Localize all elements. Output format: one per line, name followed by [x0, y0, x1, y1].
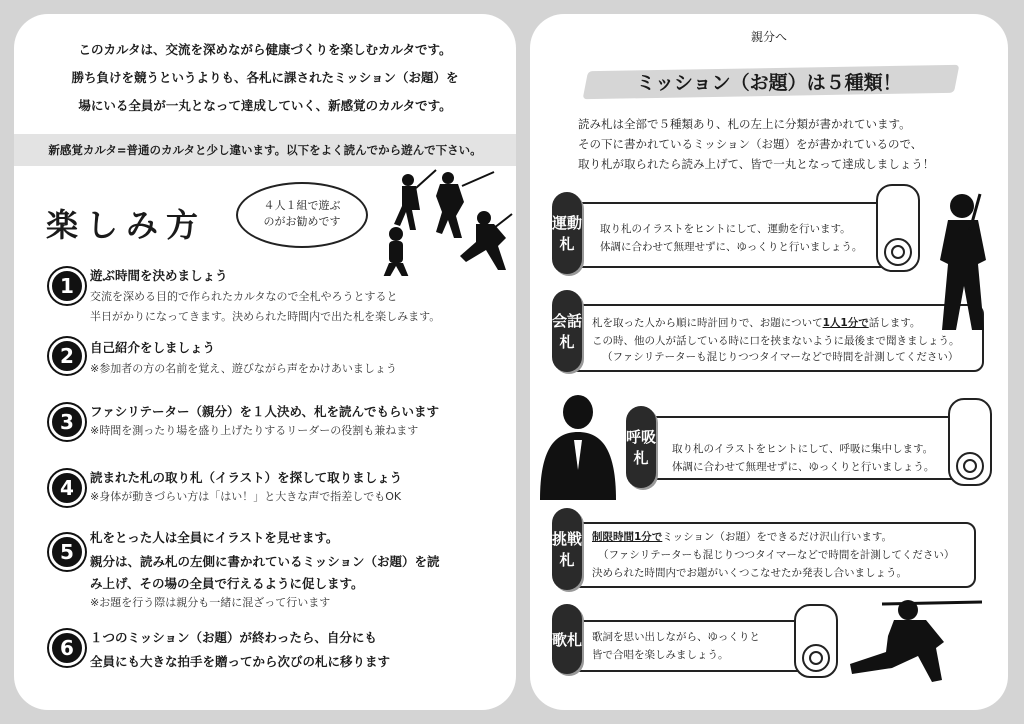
bubble-line-1: ４人１組で遊ぶ: [263, 199, 341, 212]
step-2-text: ※参加者の方の名前を覚え、遊びながら声をかけあいましょう: [90, 362, 397, 375]
step-5-heading-3: み上げ、その場の全員で行えるように促します。: [90, 576, 364, 591]
card-breathing-line-1: 取り札のイラストをヒントにして、呼吸に集中します。: [672, 443, 934, 455]
label-conversation: 会話札: [552, 290, 582, 372]
card-conversation-line-2: この時、他の人が話している時に口を挟まないように最後まで聞きましょう。: [592, 335, 960, 347]
left-panel: [14, 14, 516, 710]
step-4-heading: 読まれた札の取り札（イラスト）を探して取りましょう: [90, 470, 403, 485]
step-5-heading-2: 親分は、読み札の左側に書かれているミッション（お題）を読: [90, 554, 440, 569]
to-leader-label: 親分へ: [750, 30, 787, 44]
card-challenge-line-2: （ファシリテーターも混じりつつタイマーなどで時間を計測してください）: [598, 549, 955, 561]
step-3-text: ※時間を測ったり場を盛り上げたりするリーダーの役割も兼ねます: [90, 424, 419, 437]
card-challenge-line-3: 決められた時間内でお題がいくつこなせたか発表し合いましょう。: [592, 567, 907, 579]
step-2-heading: 自己紹介をしましょう: [90, 340, 216, 355]
ninja-group-illustration: [366, 166, 516, 276]
scroll-curl: [876, 184, 920, 272]
step-number-3: 3: [49, 404, 85, 440]
scroll-curl: [948, 398, 992, 486]
right-intro-3: 取り札が取られたら読み上げて、皆で一丸となって達成しましょう！: [578, 157, 935, 171]
label-challenge: 挑戦札: [552, 508, 582, 590]
step-3-heading: ファシリテーター（親分）を１人決め、札を読んでもらいます: [90, 404, 440, 419]
step-6-heading-2: 全員にも大きな拍手を贈ってから次びの札に移ります: [90, 654, 391, 669]
step-6-heading: １つのミッション（お題）が終わったら、自分にも: [90, 630, 377, 645]
step-5-heading: 札をとった人は全員にイラストを見せます。: [90, 530, 339, 545]
card-challenge-emphasis: 制限時間1分で: [592, 531, 663, 543]
bubble-line-2: のがお勧めです: [263, 215, 341, 228]
step-number-4: 4: [49, 470, 85, 506]
mission-title: ミッション（お題）は５種類！: [636, 72, 902, 94]
card-conversation-line-3: （ファシリテーターも混じりつつタイマーなどで時間を計測してください）: [602, 351, 959, 363]
right-intro-1: 読み札は全部で５種類あり、札の左上に分類が書かれています。: [578, 117, 911, 131]
intro-line-2: 勝ち負けを競うというよりも、各札に課されたミッション（お題）を: [71, 70, 459, 85]
step-number-5: 5: [49, 534, 85, 570]
card-challenge-line-1: 制限時間1分でミッション（お題）をできるだけ沢山行います。: [592, 531, 893, 543]
label-exercise: 運動札: [552, 192, 582, 274]
step-number-2: 2: [49, 338, 85, 374]
right-intro-2: その下に書かれているミッション（お題）をが書かれているので、: [578, 137, 923, 151]
step-number-1: 1: [49, 268, 85, 304]
intro-line-3: 場にいる全員が一丸となって達成していく、新感覚のカルタです。: [78, 98, 452, 113]
card-exercise-line-1: 取り札のイラストをヒントにして、運動を行います。: [600, 223, 851, 235]
ninja-sword-illustration: [922, 190, 1006, 340]
card-conversation-line-1: 札を取った人から順に時計回りで、お題について1人1分で話します。: [592, 317, 921, 329]
ninja-lunge-illustration: [822, 584, 1002, 694]
intro-line-1: このカルタは、交流を深めながら健康づくりを楽しむカルタです。: [78, 42, 452, 57]
right-panel: [530, 14, 1008, 710]
card-breathing-line-2: 体調に合わせて無理せずに、ゆっくりと行いましょう。: [672, 461, 935, 473]
card-song-line-2: 皆で合唱を楽しみましょう。: [592, 649, 729, 661]
speech-bubble: [236, 182, 368, 248]
card-exercise-line-2: 体調に合わせて無理せずに、ゆっくりと行いましょう。: [600, 241, 863, 253]
card-song-line-1: 歌詞を思い出しながら、ゆっくりと: [592, 631, 760, 643]
ninja-meditate-illustration: [530, 390, 624, 500]
step-1-text-1: 交流を深める目的で作られたカルタなので全札やろうとすると: [90, 290, 398, 303]
step-5-text: ※お題を行う際は親分も一緒に混ざって行います: [90, 596, 331, 609]
step-number-6: 6: [49, 630, 85, 666]
page-title: 楽しみ方: [46, 206, 207, 244]
step-4-text: ※身体が動きづらい方は「はい！」と大きな声で指差しでもOK: [90, 490, 402, 503]
label-song: 歌札: [552, 604, 582, 674]
step-1-text-2: 半日がかりになってきます。決められた時間内で出た札を楽しみます。: [90, 310, 441, 323]
step-1-heading: 遊ぶ時間を決めましょう: [90, 268, 228, 283]
notice-banner: 新感覚カルタ=普通のカルタと少し違います。以下をよく読んでから遊んで下さい。: [14, 134, 516, 166]
card-conversation-emphasis: 1人1分で: [822, 317, 869, 329]
label-breathing: 呼吸札: [626, 406, 656, 488]
